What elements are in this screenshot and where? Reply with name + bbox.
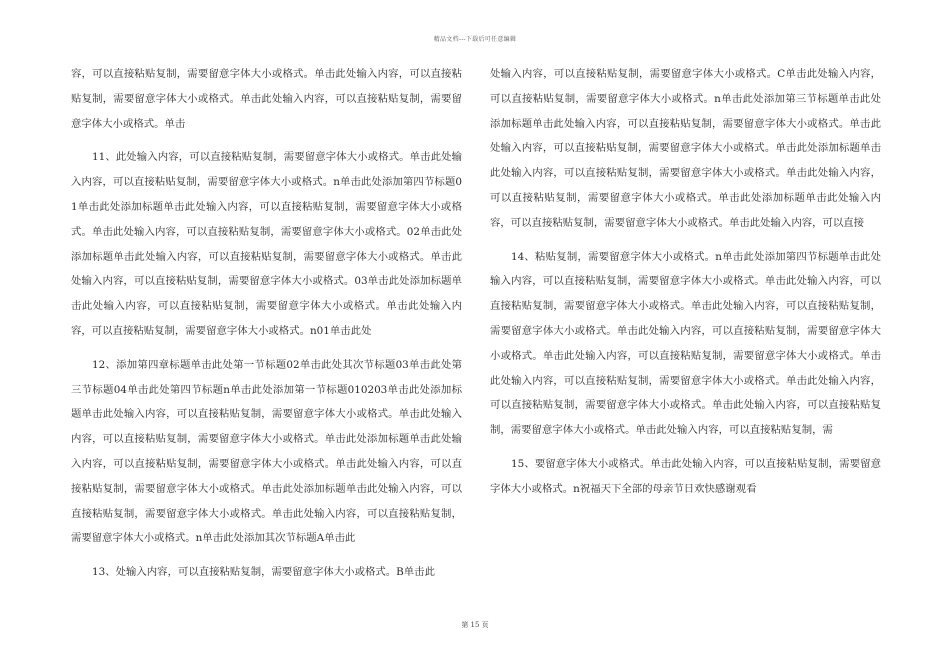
paragraph-12: 12、添加第四章标题单击此处第一节标题02单击此处其次节标题03单击此处第三节标题04单击此处第四节标题n单击此处添加第一节标题010203单击此处添加标题单击此处输入内容，可以直接粘贴复制，需要留意字体大小或格式。单击此处输入内容，可以直接粘贴复制，需要留意字体大小或格式。单击此处添加标题单击此处输入内容，可以直接粘贴复制，需要留意字体大小或格式。单击此处输入内容，可以直接粘贴复制，需要留意字体大小或格式。单击此处添加标题单击此处输入内容，可以直接粘贴复制，需要留意字体大小或格式。单击此处输入内容，可以直接粘贴复制，需要留意字体大小或格式。n单击此处添加其次节标题A单击此	[71, 358, 462, 545]
page-header: 精品文档---下载后可任意编辑	[433, 36, 517, 43]
paragraph-13: 13、处输入内容，可以直接粘贴复制，需要留意字体大小或格式。B单击此	[92, 566, 435, 579]
paragraph-15: 15、要留意字体大小或格式。单击此处输入内容，可以直接粘贴复制，需要留意字体大小或格式。n祝福天下全部的母亲节日欢快感谢观看	[490, 457, 881, 495]
paragraph-13-continued: 处输入内容，可以直接粘贴复制，需要留意字体大小或格式。C单击此处输入内容，可以直接粘贴复制，需要留意字体大小或格式。n单击此处添加第三节标题单击此处添加标题单击此处输入内容，可以直接粘贴复制，需要留意字体大小或格式。单击此处输入内容，可以直接粘贴复制，需要留意字体大小或格式。单击此处添加标题单击此处输入内容，可以直接粘贴复制，需要留意字体大小或格式。单击此处输入内容，可以直接粘贴复制，需要留意字体大小或格式。单击此处添加标题单击此处输入内容，可以直接粘贴复制，需要留意字体大小或格式。单击此处输入内容，可以直接	[490, 68, 881, 229]
paragraph-14: 14、粘贴复制，需要留意字体大小或格式。n单击此处添加第四节标题单击此处输入内容，可以直接粘贴复制，需要留意字体大小或格式。单击此处输入内容，可以直接粘贴复制，需要留意字体大小或格式。单击此处输入内容，可以直接粘贴复制，需要留意字体大小或格式。单击此处输入内容，可以直接粘贴复制，需要留意字体大小或格式。单击此处输入内容，可以直接粘贴复制，需要留意字体大小或格式。单击此处输入内容，可以直接粘贴复制，需要留意字体大小或格式。单击此处输入内容，可以直接粘贴复制，需要留意字体大小或格式。单击此处输入内容，可以直接粘贴复制，需要留意字体大小或格式。单击此处输入内容，可以直接粘贴复制，需	[490, 250, 881, 437]
right-column	[490, 62, 881, 511]
page-number: 第 15 页	[461, 621, 489, 629]
left-column	[71, 62, 462, 594]
paragraph-continued: 容，可以直接粘贴复制，需要留意字体大小或格式。单击此处输入内容，可以直接粘贴复制，需要留意字体大小或格式。单击此处输入内容，可以直接粘贴复制，需要留意字体大小或格式。单击	[71, 68, 462, 130]
paragraph-11: 11、此处输入内容，可以直接粘贴复制，需要留意字体大小或格式。单击此处输入内容，可以直接粘贴复制，需要留意字体大小或格式。n单击此处添加第四节标题01单击此处添加标题单击此处输入内容，可以直接粘贴复制，需要留意字体大小或格式。单击此处输入内容，可以直接粘贴复制，需要留意字体大小或格式。02单击此处添加标题单击此处输入内容，可以直接粘贴复制，需要留意字体大小或格式。单击此处输入内容，可以直接粘贴复制，需要留意字体大小或格式。03单击此处添加标题单击此处输入内容，可以直接粘贴复制，需要留意字体大小或格式。单击此处输入内容，可以直接粘贴复制，需要留意字体大小或格式。n01单击此处	[71, 151, 462, 337]
